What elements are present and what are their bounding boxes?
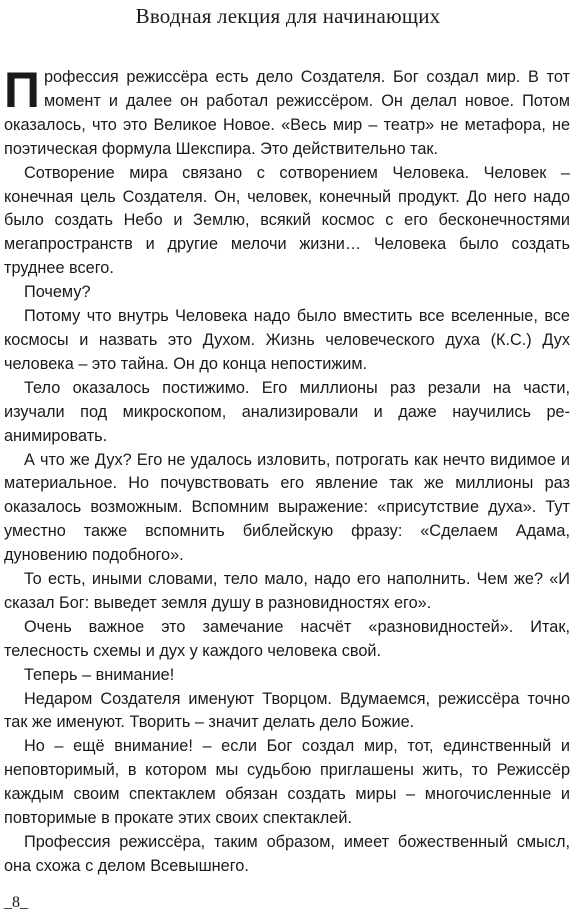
- paragraph-4: Потому что внутрь Человека надо было вместить все вселенные, все космосы и назвать это Духом. Жизнь человеческого духа (К.С.) Дух человека – это тайна. Он до конца непостижим.: [4, 307, 570, 373]
- body-text: [4, 62, 570, 879]
- paragraph-2: Сотворение мира связано с сотворением Человека. Человек – конечная цель Создателя. Он, человек, конечный продукт. До него надо было создать Небо и Землю, всякий космос с его бесконечностями мегапространств и другие мелочи жизни… Человека было создать труднее всего.: [4, 163, 570, 278]
- paragraph-8: Очень важное это замечание насчёт «разновидностей». Итак, телесность схемы и дух у каждого человека свой.: [4, 617, 570, 660]
- page-number: _8_: [4, 894, 28, 911]
- paragraph-3: Почему?: [24, 283, 91, 302]
- paragraph-7: То есть, иными словами, тело мало, надо его наполнить. Чем же? «И сказал Бог: выведет земля душу в разновидностях его».: [4, 570, 570, 612]
- paragraph-10: Недаром Создателя именуют Творцом. Вдумаемся, режиссёра точно так же именуют. Творить – значит делать дело Божие.: [4, 689, 570, 732]
- paragraph-11: Но – ещё внимание! – если Бог создал мир, тот, единственный и неповторимый, в котором мы судьбою приглашены жить, то Режиссёр каждым своим спектаклем обязан создать миры – многочисленные и повторимые в прокате этих своих спектаклей.: [4, 737, 570, 828]
- drop-cap: П: [4, 62, 40, 118]
- paragraph-1: [4, 62, 570, 162]
- paragraph-5: Тело оказалось постижимо. Его миллионы раз резали на части, изучали под микроскопом, анализировали и даже научились реанимировать.: [4, 378, 570, 445]
- running-title: Вводная лекция для начинающих: [135, 4, 441, 28]
- paragraph-9: Теперь – внимание!: [24, 665, 175, 684]
- paragraph-12: Профессия режиссёра, таким образом, имеет божественный смысл, она схожа с делом Всевышнего.: [4, 833, 570, 875]
- paragraph-6: А что же Дух? Его не удалось изловить, потрогать как нечто видимое и материальное. Но почувствовать его явление так же миллионы раз оказалось возможным. Вспомним выражение: «присутствие духа». Тут уместно также вспомнить библейскую фразу: «Сделаем Адама, дуновению подобного».: [4, 450, 570, 565]
- paragraph-1-text: рофессия режиссёра есть дело Создателя. Бог создал мир. В тот момент и далее он работал режиссёром. Он делал новое. Потом оказалось, что это Великое Новое. «Весь мир – театр» не метафора, не поэтическая формула Шекспира. Это действительно так.: [4, 68, 570, 158]
